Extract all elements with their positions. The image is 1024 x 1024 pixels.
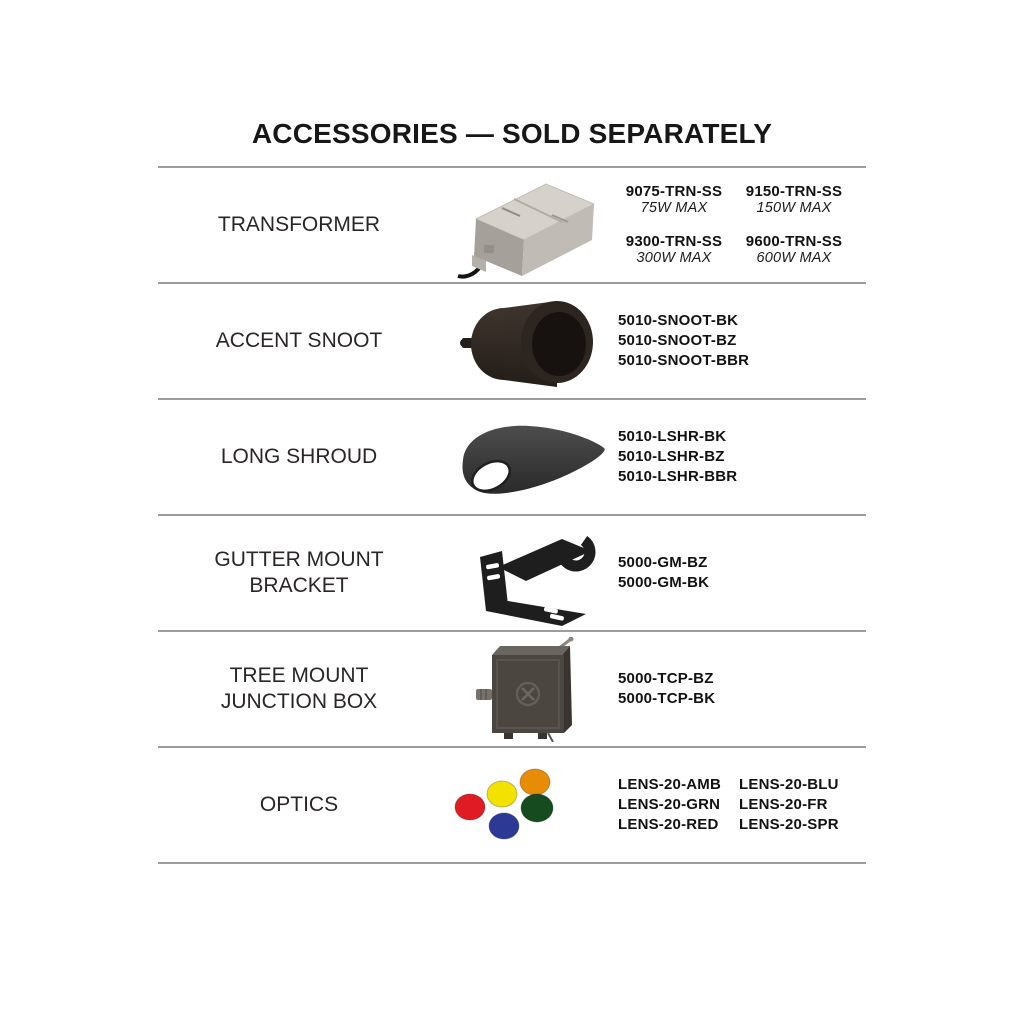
accessories-sheet bbox=[158, 118, 866, 864]
accent-snoot-parts bbox=[618, 311, 866, 371]
long-shroud-label: LONG SHROUD bbox=[220, 445, 378, 469]
accent-snoot-photo bbox=[459, 294, 599, 389]
optics-lenses-photo bbox=[444, 755, 614, 855]
lens-amber bbox=[520, 769, 550, 795]
tree-mount-junction-box-label: TREE MOUNT JUNCTION BOX bbox=[220, 664, 378, 713]
part-number: LENS-20-AMB bbox=[618, 776, 722, 793]
lens-red bbox=[455, 794, 485, 820]
optics-parts bbox=[618, 775, 866, 835]
part-number: 5010-LSHR-BK bbox=[618, 428, 727, 445]
part-variant: 9300-TRN-SS 300W MAX bbox=[625, 233, 723, 266]
row-transformer bbox=[158, 166, 866, 282]
row-tree-mount-junction-box bbox=[158, 630, 866, 746]
optics-label: OPTICS bbox=[259, 793, 339, 817]
part-number: 5010-LSHR-BBR bbox=[618, 468, 738, 485]
transformer-photo bbox=[454, 171, 604, 279]
part-number: 5010-SNOOT-BZ bbox=[618, 332, 737, 349]
page-title: ACCESSORIES — SOLD SEPARATELY bbox=[251, 118, 773, 149]
long-shroud-photo bbox=[447, 412, 612, 502]
tree-mount-junction-box-photo bbox=[474, 637, 584, 742]
part-number: 5010-SNOOT-BK bbox=[618, 312, 739, 329]
tree-mount-junction-box-parts bbox=[618, 669, 866, 709]
row-long-shroud bbox=[158, 398, 866, 514]
part-variant: 9600-TRN-SS 600W MAX bbox=[745, 233, 843, 266]
row-gutter-mount-bracket bbox=[158, 514, 866, 630]
transformer-label: TRANSFORMER bbox=[217, 213, 381, 237]
part-variant: 9150-TRN-SS 150W MAX bbox=[745, 183, 843, 216]
bottom-rule bbox=[158, 862, 866, 864]
part-number: 5010-SNOOT-BBR bbox=[618, 352, 750, 369]
lens-green bbox=[521, 794, 553, 822]
part-number: LENS-20-GRN bbox=[618, 796, 721, 813]
lens-yellow bbox=[487, 781, 517, 807]
gutter-mount-bracket-label: GUTTER MOUNT BRACKET bbox=[214, 548, 384, 597]
long-shroud-parts bbox=[618, 427, 866, 487]
part-number: 5000-TCP-BZ bbox=[618, 670, 714, 687]
part-number: 5000-GM-BK bbox=[618, 574, 710, 591]
row-optics bbox=[158, 746, 866, 862]
part-number: LENS-20-RED bbox=[618, 816, 719, 833]
gutter-mount-bracket-photo bbox=[454, 521, 604, 626]
part-number: 5010-LSHR-BZ bbox=[618, 448, 725, 465]
part-variant: 9075-TRN-SS 75W MAX bbox=[625, 183, 723, 216]
transformer-parts bbox=[618, 183, 866, 267]
accent-snoot-label: ACCENT SNOOT bbox=[215, 329, 383, 353]
part-number: LENS-20-SPR bbox=[739, 816, 839, 833]
part-number: 5000-GM-BZ bbox=[618, 554, 708, 571]
part-number: LENS-20-BLU bbox=[739, 776, 839, 793]
lens-blue bbox=[489, 813, 519, 839]
part-number: LENS-20-FR bbox=[739, 796, 828, 813]
gutter-mount-bracket-parts bbox=[618, 553, 866, 593]
part-number: 5000-TCP-BK bbox=[618, 690, 716, 707]
row-accent-snoot bbox=[158, 282, 866, 398]
